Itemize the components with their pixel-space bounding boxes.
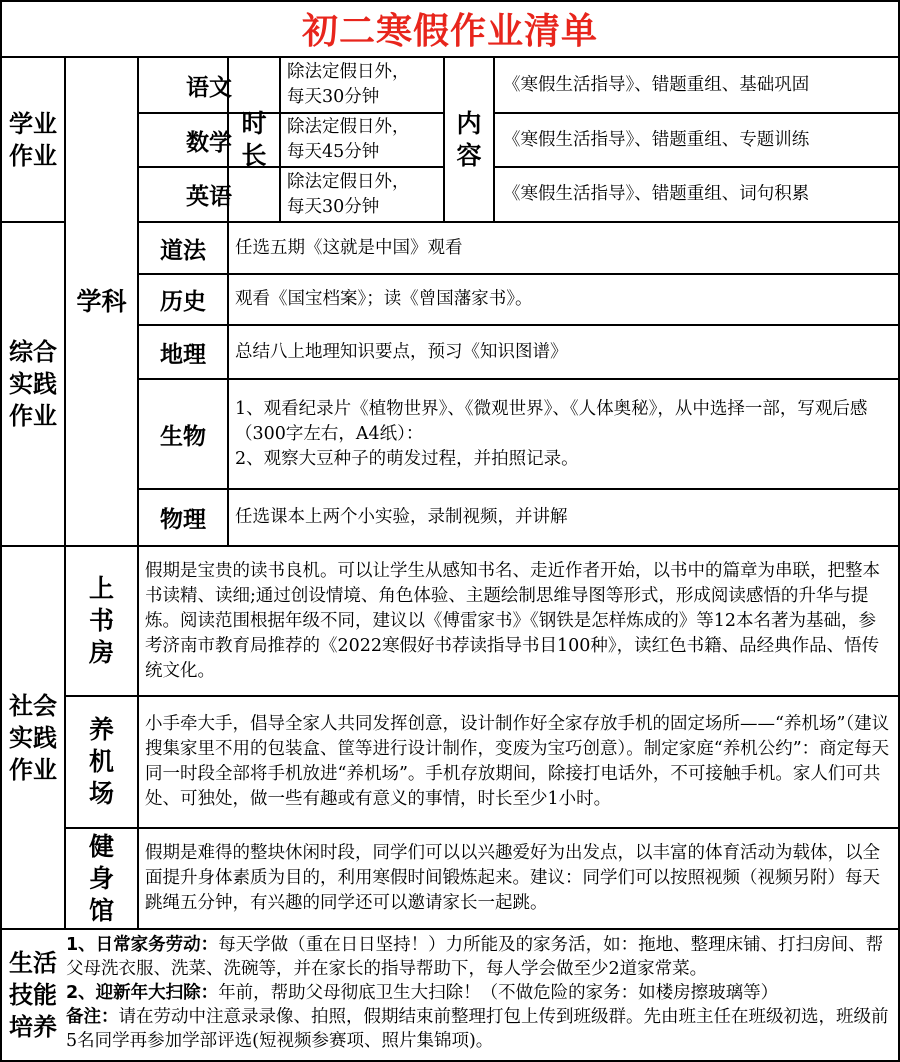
section-comprehensive-label: 综合实践作业	[9, 338, 57, 430]
border-top	[0, 0, 900, 2]
life-note-label: 备注：	[66, 1007, 119, 1027]
content-math: 《寒假生活指导》、错题重组、专题训练	[503, 129, 810, 150]
content-english: 《寒假生活指导》、错题重组、词句积累	[503, 184, 810, 204]
subject-ethics: 道法	[160, 237, 206, 264]
subject-english: 英语	[186, 184, 232, 210]
content-physics: 任选课本上两个小实验，录制视频，并讲解	[235, 507, 568, 527]
section-social	[2, 547, 64, 928]
life-item-1	[66, 933, 896, 981]
duration-math	[281, 114, 443, 166]
subject-chinese: 语文	[186, 74, 232, 101]
life-content	[66, 933, 896, 1058]
life-note-text: 请在劳动中注意录录像、拍照，假期结束前整理打包上传到班级群。先由班主任在班级初选，班级前5名同学再参加学部评选(短视频参赛项、照片集锦项)。	[66, 1007, 889, 1051]
section-comprehensive	[2, 223, 64, 545]
life-note	[66, 1005, 896, 1053]
content-geography: 总结八上地理知识要点，预习《知识图谱》	[235, 341, 568, 362]
divider	[0, 928, 900, 930]
subject-group-label: 学科	[76, 286, 127, 316]
duration-header	[229, 58, 279, 221]
duration-english	[281, 168, 443, 221]
social-phone-park-label: 养机场	[88, 715, 114, 808]
social-phone-park	[66, 697, 137, 827]
content-ethics: 任选五期《这就是中国》观看	[235, 237, 463, 258]
content-history: 观看《国宝档案》；读《曾国藩家书》。	[235, 289, 533, 309]
duration-text: 除法定假日外，每天30分钟	[287, 171, 410, 217]
subject-math: 数学	[186, 129, 232, 156]
life-item-2	[66, 981, 896, 1005]
social-reading-content: 假期是宝贵的读书良机。可以让学生从感知书名、走近作者开始，以书中的篇章为串联，把整本书读精、读细;通过创设情境、角色体验、主题绘制思维导图等形式，形成阅读感悟的升华与提炼。阅读范围根据年级不同，建议以《傅雷家书》《钢铁是怎样炼成的》等12本名著为基础，参考济南市教育局推荐的《2022寒假好书荐读指导书目100种》，读红色书籍、品经典作品、悟传统文化。	[145, 560, 880, 681]
subject-history: 历史	[160, 289, 206, 315]
section-social-label: 社会实践作业	[9, 691, 57, 784]
duration-chinese	[281, 58, 443, 112]
life-item-2-text: 年前，帮助父母彻底卫生大扫除！（不做危险的家务：如楼房擦玻璃等）	[218, 983, 779, 1003]
life-item-1-text: 每天学做（重在日日坚持！）力所能及的家务活，如：拖地、整理床铺、打扫房间、帮父母洗衣服、洗菜、洗碗等，并在家长的指导帮助下，每人学会做至少2道家常菜。	[66, 935, 884, 979]
social-reading	[66, 547, 137, 695]
subject-geography: 地理	[160, 341, 206, 368]
content-header	[445, 58, 493, 221]
life-item-2-label: 2、迎新年大扫除：	[66, 983, 219, 1003]
content-biology: 1、观看纪录片《植物世界》、《微观世界》、《人体奥秘》，从中选择一部，写观后感（300字左右，A4纸）： 2、观察大豆种子的萌发过程，并拍照记录。	[235, 398, 868, 469]
life-item-1-label: 1、日常家务劳动：	[66, 935, 219, 955]
subject-group	[66, 58, 137, 545]
social-reading-label: 上书房	[88, 574, 114, 667]
subject-physics: 物理	[160, 507, 206, 533]
section-life-label: 生活技能培养	[9, 949, 57, 1041]
section-homework	[2, 58, 64, 221]
social-gym-label: 健身馆	[88, 831, 114, 925]
duration-text: 除法定假日外，每天45分钟	[287, 117, 410, 162]
subject-biology: 生物	[160, 423, 206, 450]
page-title: 初二寒假作业清单	[301, 11, 598, 52]
content-label: 内容	[456, 108, 482, 170]
social-gym	[66, 829, 137, 928]
social-gym-content: 假期是难得的整块休闲时段，同学们可以以兴趣爱好为出发点，以丰富的体育活动为载体，以全面提升身体素质为目的，利用寒假时间锻炼起来。建议：同学们可以按照视频（视频另附）每天跳绳五分钟，有兴趣的同学还可以邀请家长一起跳。	[145, 843, 880, 913]
section-life	[2, 930, 64, 1060]
duration-text: 除法定假日外，每天30分钟	[287, 62, 410, 107]
social-phone-park-content: 小手牵大手，倡导全家人共同发挥创意，设计制作好全家存放手机的固定场所——“养机场”（建议搜集家里不用的包装盒、筐等进行设计制作，变废为宝巧创意）。制定家庭“养机公约”：商定每天同一时段全部将手机放进“养机场”。手机存放期间，除接打电话外，不可接触手机。家人们可共处、可独处，做一些有趣或有意义的事情，时长至少1小时。	[145, 714, 890, 809]
section-homework-label: 学业作业	[9, 109, 57, 170]
content-chinese: 《寒假生活指导》、错题重组、基础巩固	[503, 74, 810, 95]
duration-label: 时长	[241, 108, 267, 170]
